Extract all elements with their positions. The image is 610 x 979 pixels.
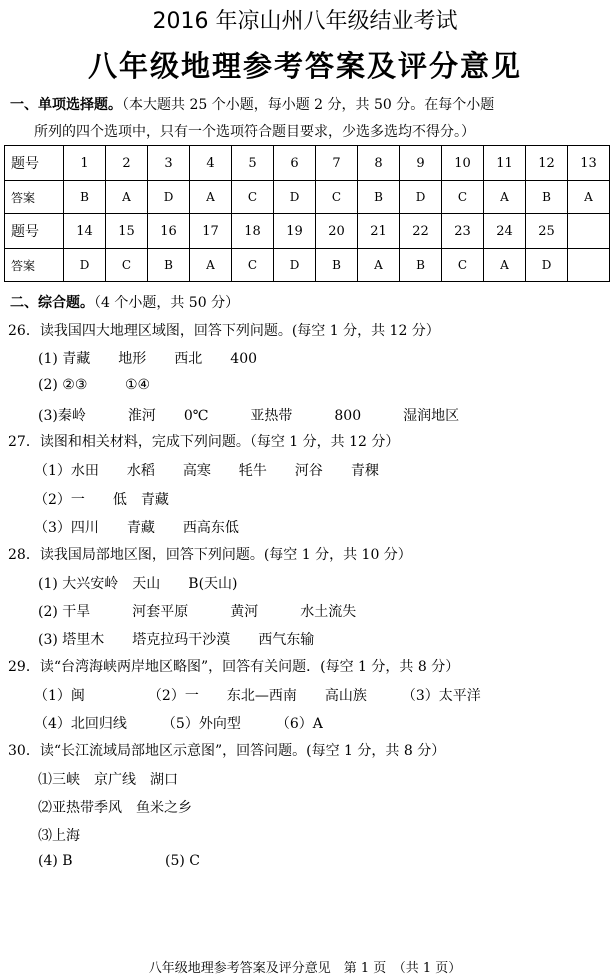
table-cell: D [64, 249, 106, 282]
q30-answer-2: ⑵亚热带季风 鱼米之乡 [38, 800, 192, 816]
table-cell: 17 [190, 214, 232, 249]
table-cell: 11 [484, 146, 526, 181]
table-cell: 6 [274, 146, 316, 181]
table-cell: B [400, 249, 442, 282]
table-cell: 2 [106, 146, 148, 181]
table-cell: D [274, 181, 316, 214]
table-cell: A [358, 249, 400, 282]
row-label: 题号 [5, 146, 64, 181]
table-cell: 9 [400, 146, 442, 181]
section2-heading: 二、综合题。 [10, 295, 94, 311]
table-cell [568, 214, 610, 249]
table-cell: A [190, 249, 232, 282]
section1-note-line2: 所列的四个选项中，只有一个选项符合题目要求，少选多选均不得分。） [34, 124, 475, 140]
q28-stem: 28．读我国局部地区图，回答下列问题。(每空 1 分，共 10 分） [8, 547, 412, 563]
q26-stem: 26．读我国四大地理区域图，回答下列问题。(每空 1 分，共 12 分） [8, 323, 440, 339]
table-cell: 21 [358, 214, 400, 249]
table-cell: 3 [148, 146, 190, 181]
table-row-numbers-1 [5, 146, 610, 181]
exam-title: 2016 年凉山州八年级结业考试 [152, 9, 458, 34]
table-cell: 10 [442, 146, 484, 181]
section1-note: （本大题共 25 个小题，每小题 2 分，共 50 分。在每个小题 [122, 97, 495, 113]
table-cell: 7 [316, 146, 358, 181]
table-cell: 23 [442, 214, 484, 249]
table-row-numbers-2 [5, 214, 610, 249]
table-cell: B [358, 181, 400, 214]
section1-heading-line [10, 94, 494, 114]
q30-answer-3: ⑶上海 [38, 828, 80, 844]
q27-answer-3: （3）四川 青藏 西高东低 [34, 520, 239, 536]
q30-stem: 30．读“长江流域局部地区示意图”，回答问题。(每空 1 分，共 8 分） [8, 743, 446, 759]
section2-note: （4 个小题，共 50 分） [94, 295, 240, 311]
q30-answer-4: (4) B [38, 853, 73, 869]
q29-answer-2: （4）北回归线 （5）外向型 （6）A [34, 716, 323, 732]
table-cell: 12 [526, 146, 568, 181]
q26-answer-2b: ①④ [125, 377, 151, 393]
table-cell: B [316, 249, 358, 282]
q29-answer-1: （1）闽 （2）一 东北—西南 高山族 （3）太平洋 [34, 688, 481, 704]
table-cell: 8 [358, 146, 400, 181]
q26-answer-3: (3)秦岭 淮河 0℃ 亚热带 800 湿润地区 [38, 408, 460, 424]
table-cell: B [148, 249, 190, 282]
q30-answer-1: ⑴三峡 京广线 湖口 [38, 772, 178, 788]
table-cell: D [274, 249, 316, 282]
table-cell: 14 [64, 214, 106, 249]
table-cell: 5 [232, 146, 274, 181]
table-cell: C [232, 181, 274, 214]
table-cell: A [106, 181, 148, 214]
q27-answer-1: （1）水田 水稻 高寒 牦牛 河谷 青稞 [34, 463, 379, 479]
table-cell [568, 249, 610, 282]
q29-stem: 29．读“台湾海峡两岸地区略图”，回答有关问题．(每空 1 分，共 8 分） [8, 659, 460, 675]
table-row-answers-2 [5, 249, 610, 282]
table-cell: C [316, 181, 358, 214]
q28-answer-1: (1) 大兴安岭 天山 B(天山) [38, 576, 238, 592]
table-cell: C [232, 249, 274, 282]
table-cell: C [442, 181, 484, 214]
row-label: 题号 [5, 214, 64, 249]
table-cell: 22 [400, 214, 442, 249]
q28-answer-3: (3) 塔里木 塔克拉玛干沙漠 西气东输 [38, 632, 315, 648]
table-cell: D [526, 249, 568, 282]
table-cell: A [484, 181, 526, 214]
q26-answer-1: (1) 青藏 地形 西北 400 [38, 351, 258, 367]
table-cell: B [526, 181, 568, 214]
table-cell: 15 [106, 214, 148, 249]
page-title: 八年级地理参考答案及评分意见 [87, 49, 522, 83]
q30-answer-5: (5) C [165, 853, 200, 869]
row-label: 答案 [5, 181, 64, 214]
table-cell: 4 [190, 146, 232, 181]
table-cell: A [568, 181, 610, 214]
q27-answer-2: （2）一 低 青藏 [34, 492, 169, 508]
table-cell: D [148, 181, 190, 214]
q28-answer-2: (2) 干旱 河套平原 黄河 水土流失 [38, 604, 357, 620]
page-footer: 八年级地理参考答案及评分意见 第 1 页 （共 1 页） [148, 961, 462, 976]
table-cell: 19 [274, 214, 316, 249]
row-label: 答案 [5, 249, 64, 282]
table-cell: B [64, 181, 106, 214]
table-cell: A [190, 181, 232, 214]
table-cell: D [400, 181, 442, 214]
table-row-answers-1 [5, 181, 610, 214]
table-cell: 13 [568, 146, 610, 181]
table-cell: 18 [232, 214, 274, 249]
section2-heading-line [10, 292, 239, 312]
table-cell: 25 [526, 214, 568, 249]
table-cell: A [484, 249, 526, 282]
table-cell: C [442, 249, 484, 282]
answer-table [4, 145, 610, 282]
table-cell: 20 [316, 214, 358, 249]
table-cell: 24 [484, 214, 526, 249]
section1-heading: 一、单项选择题。 [10, 97, 122, 113]
q27-stem: 27．读图和相关材料，完成下列问题。（每空 1 分，共 12 分） [8, 434, 400, 450]
table-cell: C [106, 249, 148, 282]
table-cell: 16 [148, 214, 190, 249]
q26-answer-2a: (2) ②③ [38, 377, 88, 393]
table-cell: 1 [64, 146, 106, 181]
